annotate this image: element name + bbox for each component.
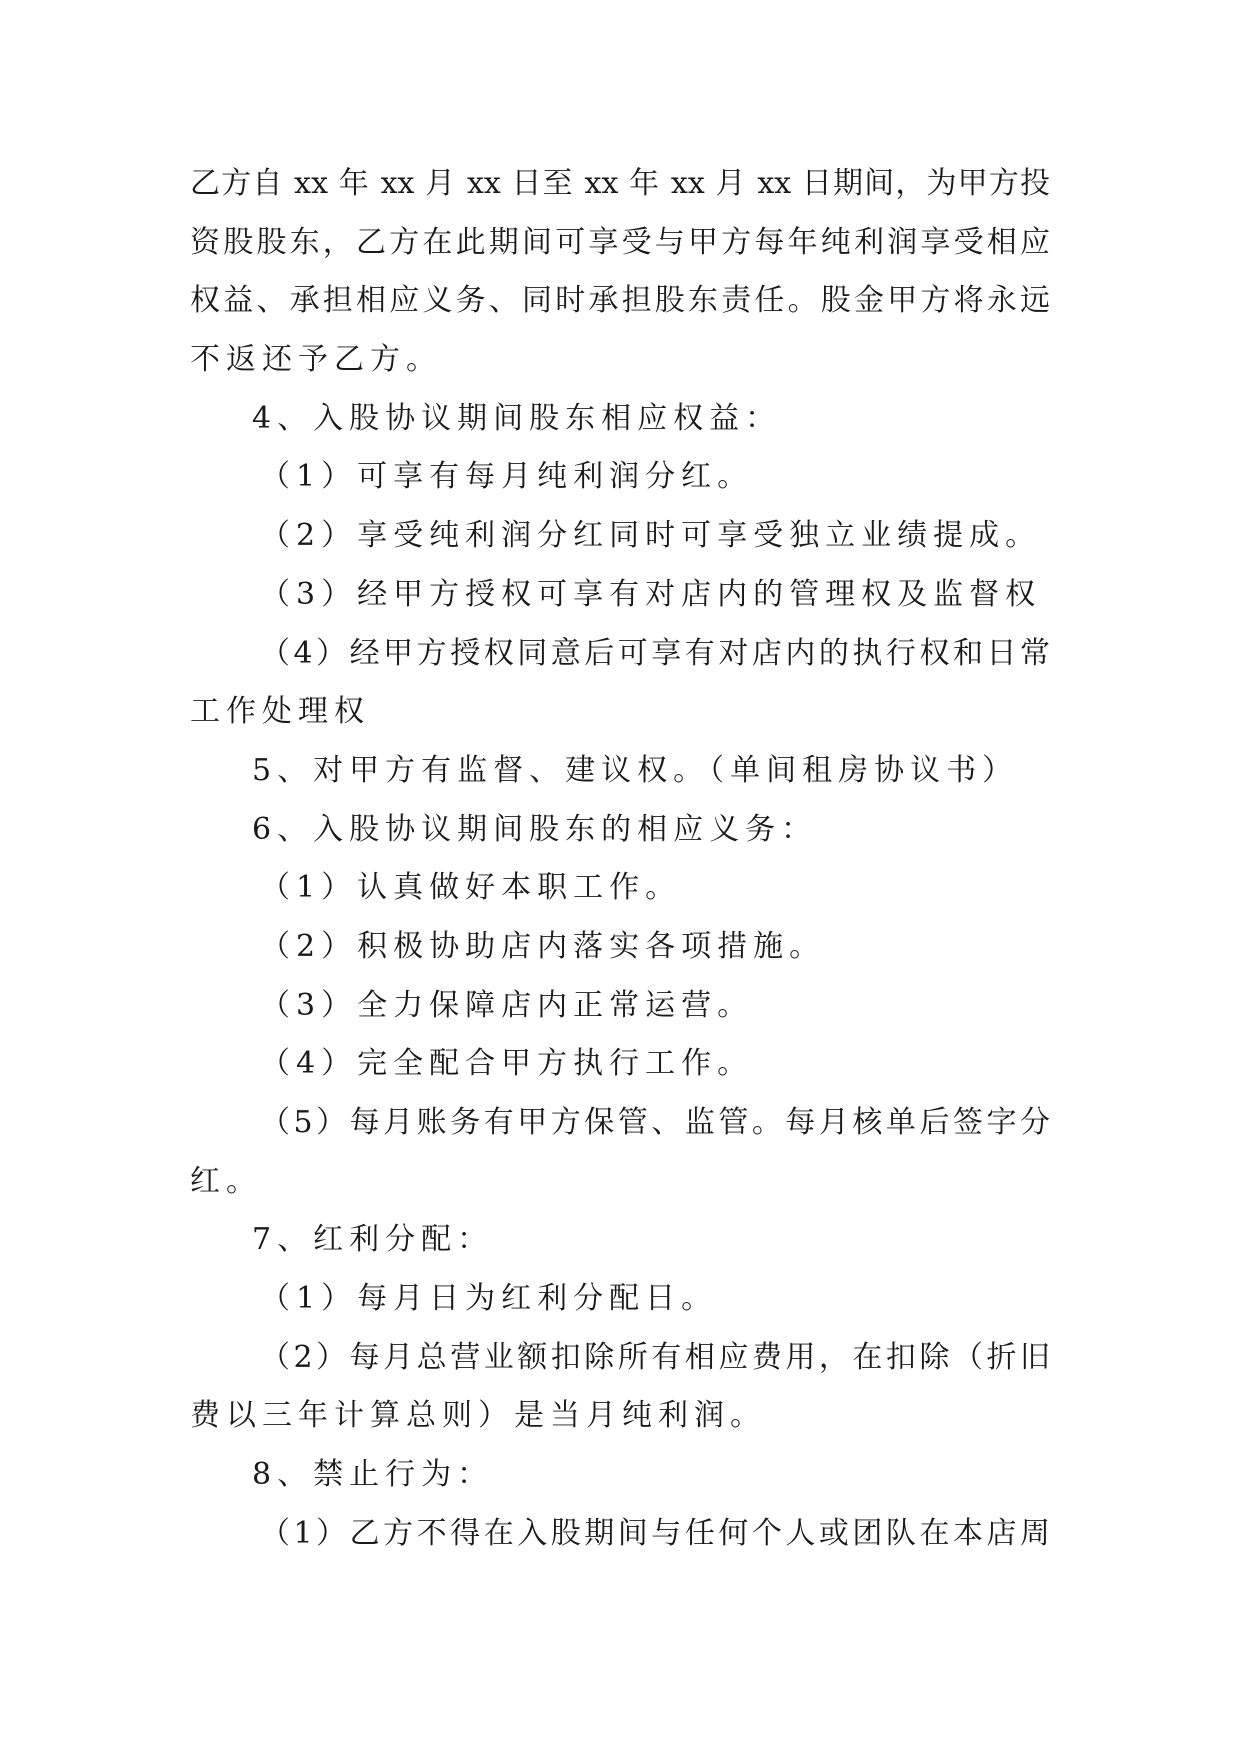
paragraph-line: 权益、承担相应义务、同时承担股东责任。股金甲方将永远	[190, 283, 1050, 319]
paragraph-line: 乙方自 xx 年 xx 月 xx 日至 xx 年 xx 月 xx 日期间，为甲方投	[190, 166, 1050, 201]
section-heading: 6、入股协议期间股东的相应义务：	[252, 811, 818, 847]
list-item: （3）全力保障店内正常运营。	[260, 987, 754, 1023]
list-item-continuation: 红。	[190, 1163, 262, 1199]
list-item: （4）经甲方授权同意后可享有对店内的执行权和日常	[260, 635, 1050, 671]
list-item: （1）乙方不得在入股期间与任何个人或团队在本店周	[260, 1515, 1050, 1551]
list-item: （2）享受纯利润分红同时可享受独立业绩提成。	[260, 518, 1042, 554]
list-item: （4）完全配合甲方执行工作。	[260, 1046, 754, 1082]
list-item: （1）可享有每月纯利润分红。	[260, 459, 754, 495]
list-item: （1）每月日为红利分配日。	[260, 1281, 718, 1317]
list-item: （3）经甲方授权可享有对店内的管理权及监督权	[260, 576, 1042, 612]
list-item: （2）积极协助店内落实各项措施。	[260, 928, 826, 964]
section-heading: 8、禁止行为：	[252, 1457, 494, 1493]
list-item-continuation: 费以三年计算总则）是当月纯利润。	[190, 1398, 766, 1434]
section-heading: 7、红利分配：	[252, 1222, 494, 1258]
document-body	[190, 155, 1050, 1564]
section-heading: 5、对甲方有监督、建议权。（单间租房协议书）	[252, 752, 1019, 788]
list-item: （1）认真做好本职工作。	[260, 870, 682, 906]
paragraph-line: 资股股东，乙方在此期间可享受与甲方每年纯利润享受相应	[190, 224, 1050, 260]
section-heading: 4、入股协议期间股东相应权益：	[252, 400, 782, 436]
list-item: （5）每月账务有甲方保管、监管。每月核单后签字分	[260, 1105, 1050, 1140]
paragraph-line: 不返还予乙方。	[190, 342, 442, 378]
list-item: （2）每月总营业额扣除所有相应费用，在扣除（折旧	[260, 1339, 1050, 1375]
list-item-continuation: 工作处理权	[190, 694, 370, 730]
